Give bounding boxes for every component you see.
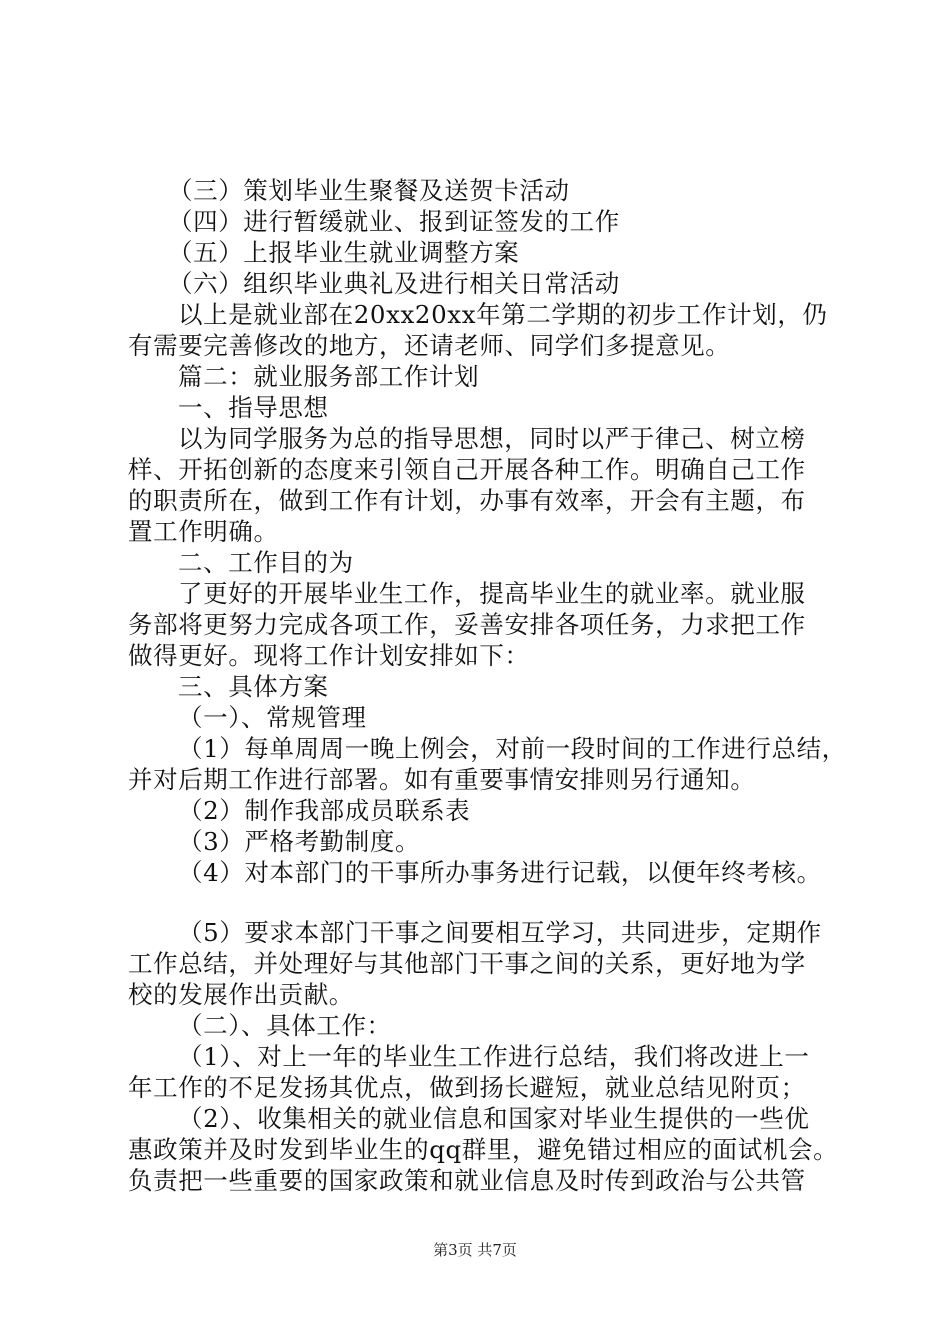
text-line: 年工作的不足发扬其优点，做到扬长避短，就业总结见附页； xyxy=(128,1073,806,1102)
text-line: （1）每单周周一晚上例会，对前一段时间的工作进行总结， xyxy=(178,734,847,763)
text-line: （四）进行暂缓就业、报到证签发的工作 xyxy=(168,207,620,236)
text-line: 校的发展作出贡献。 xyxy=(128,980,354,1009)
text-line: （3）严格考勤制度。 xyxy=(178,827,421,856)
text-line: （五）上报毕业生就业调整方案 xyxy=(168,238,520,267)
text-line: 并对后期工作进行部署。如有重要事情安排则另行通知。 xyxy=(128,765,756,794)
subsection-heading: （二）、具体工作： xyxy=(178,1011,392,1040)
text-line: 惠政策并及时发到毕业生的qq群里，避免错过相应的面试机会。 xyxy=(128,1135,839,1164)
subsection-heading: （一）、常规管理 xyxy=(178,703,367,732)
text-line: （2）制作我部成员联系表 xyxy=(178,796,471,825)
text-line: 样、开拓创新的态度来引领自己开展各种工作。明确自己工作 xyxy=(128,455,806,484)
text-line: 以上是就业部在20xx20xx年第二学期的初步工作计划，仍 xyxy=(178,300,828,329)
section-heading: 三、具体方案 xyxy=(178,672,329,701)
text-line: （4）对本部门的干事所办事务进行记载，以便年终考核。 xyxy=(178,858,822,887)
text-line: 置工作明确。 xyxy=(128,517,279,546)
text-line: （5）要求本部门干事之间要相互学习，共同进步，定期作 xyxy=(178,918,822,947)
section-heading: 一、指导思想 xyxy=(178,393,329,422)
text-line: （三）策划毕业生聚餐及送贺卡活动 xyxy=(168,176,570,205)
text-line: 务部将更努力完成各项工作，妥善安排各项任务，力求把工作 xyxy=(128,610,806,639)
text-line: （六）组织毕业典礼及进行相关日常活动 xyxy=(168,269,620,298)
text-line: 负责把一些重要的国家政策和就业信息及时传到政治与公共管 xyxy=(128,1166,806,1195)
text-line: 有需要完善修改的地方，还请老师、同学们多提意见。 xyxy=(128,331,731,360)
section-heading: 二、工作目的为 xyxy=(178,548,354,577)
text-line: 的职责所在，做到工作有计划，办事有效率，开会有主题，布 xyxy=(128,486,806,515)
text-line: 了更好的开展毕业生工作，提高毕业生的就业率。就业服 xyxy=(178,579,806,608)
page-footer: 第3页 共7页 xyxy=(433,1241,517,1259)
section-heading: 篇二：就业服务部工作计划 xyxy=(178,362,480,391)
text-line: 做得更好。现将工作计划安排如下： xyxy=(128,641,530,670)
text-line: 以为同学服务为总的指导思想，同时以严于律己、树立榜 xyxy=(178,424,806,453)
text-line: （1）、对上一年的毕业生工作进行总结，我们将改进上一 xyxy=(178,1042,810,1071)
text-line: （2）、收集相关的就业信息和国家对毕业生提供的一些优 xyxy=(178,1104,810,1133)
text-line: 工作总结，并处理好与其他部门干事之间的关系，更好地为学 xyxy=(128,949,806,978)
